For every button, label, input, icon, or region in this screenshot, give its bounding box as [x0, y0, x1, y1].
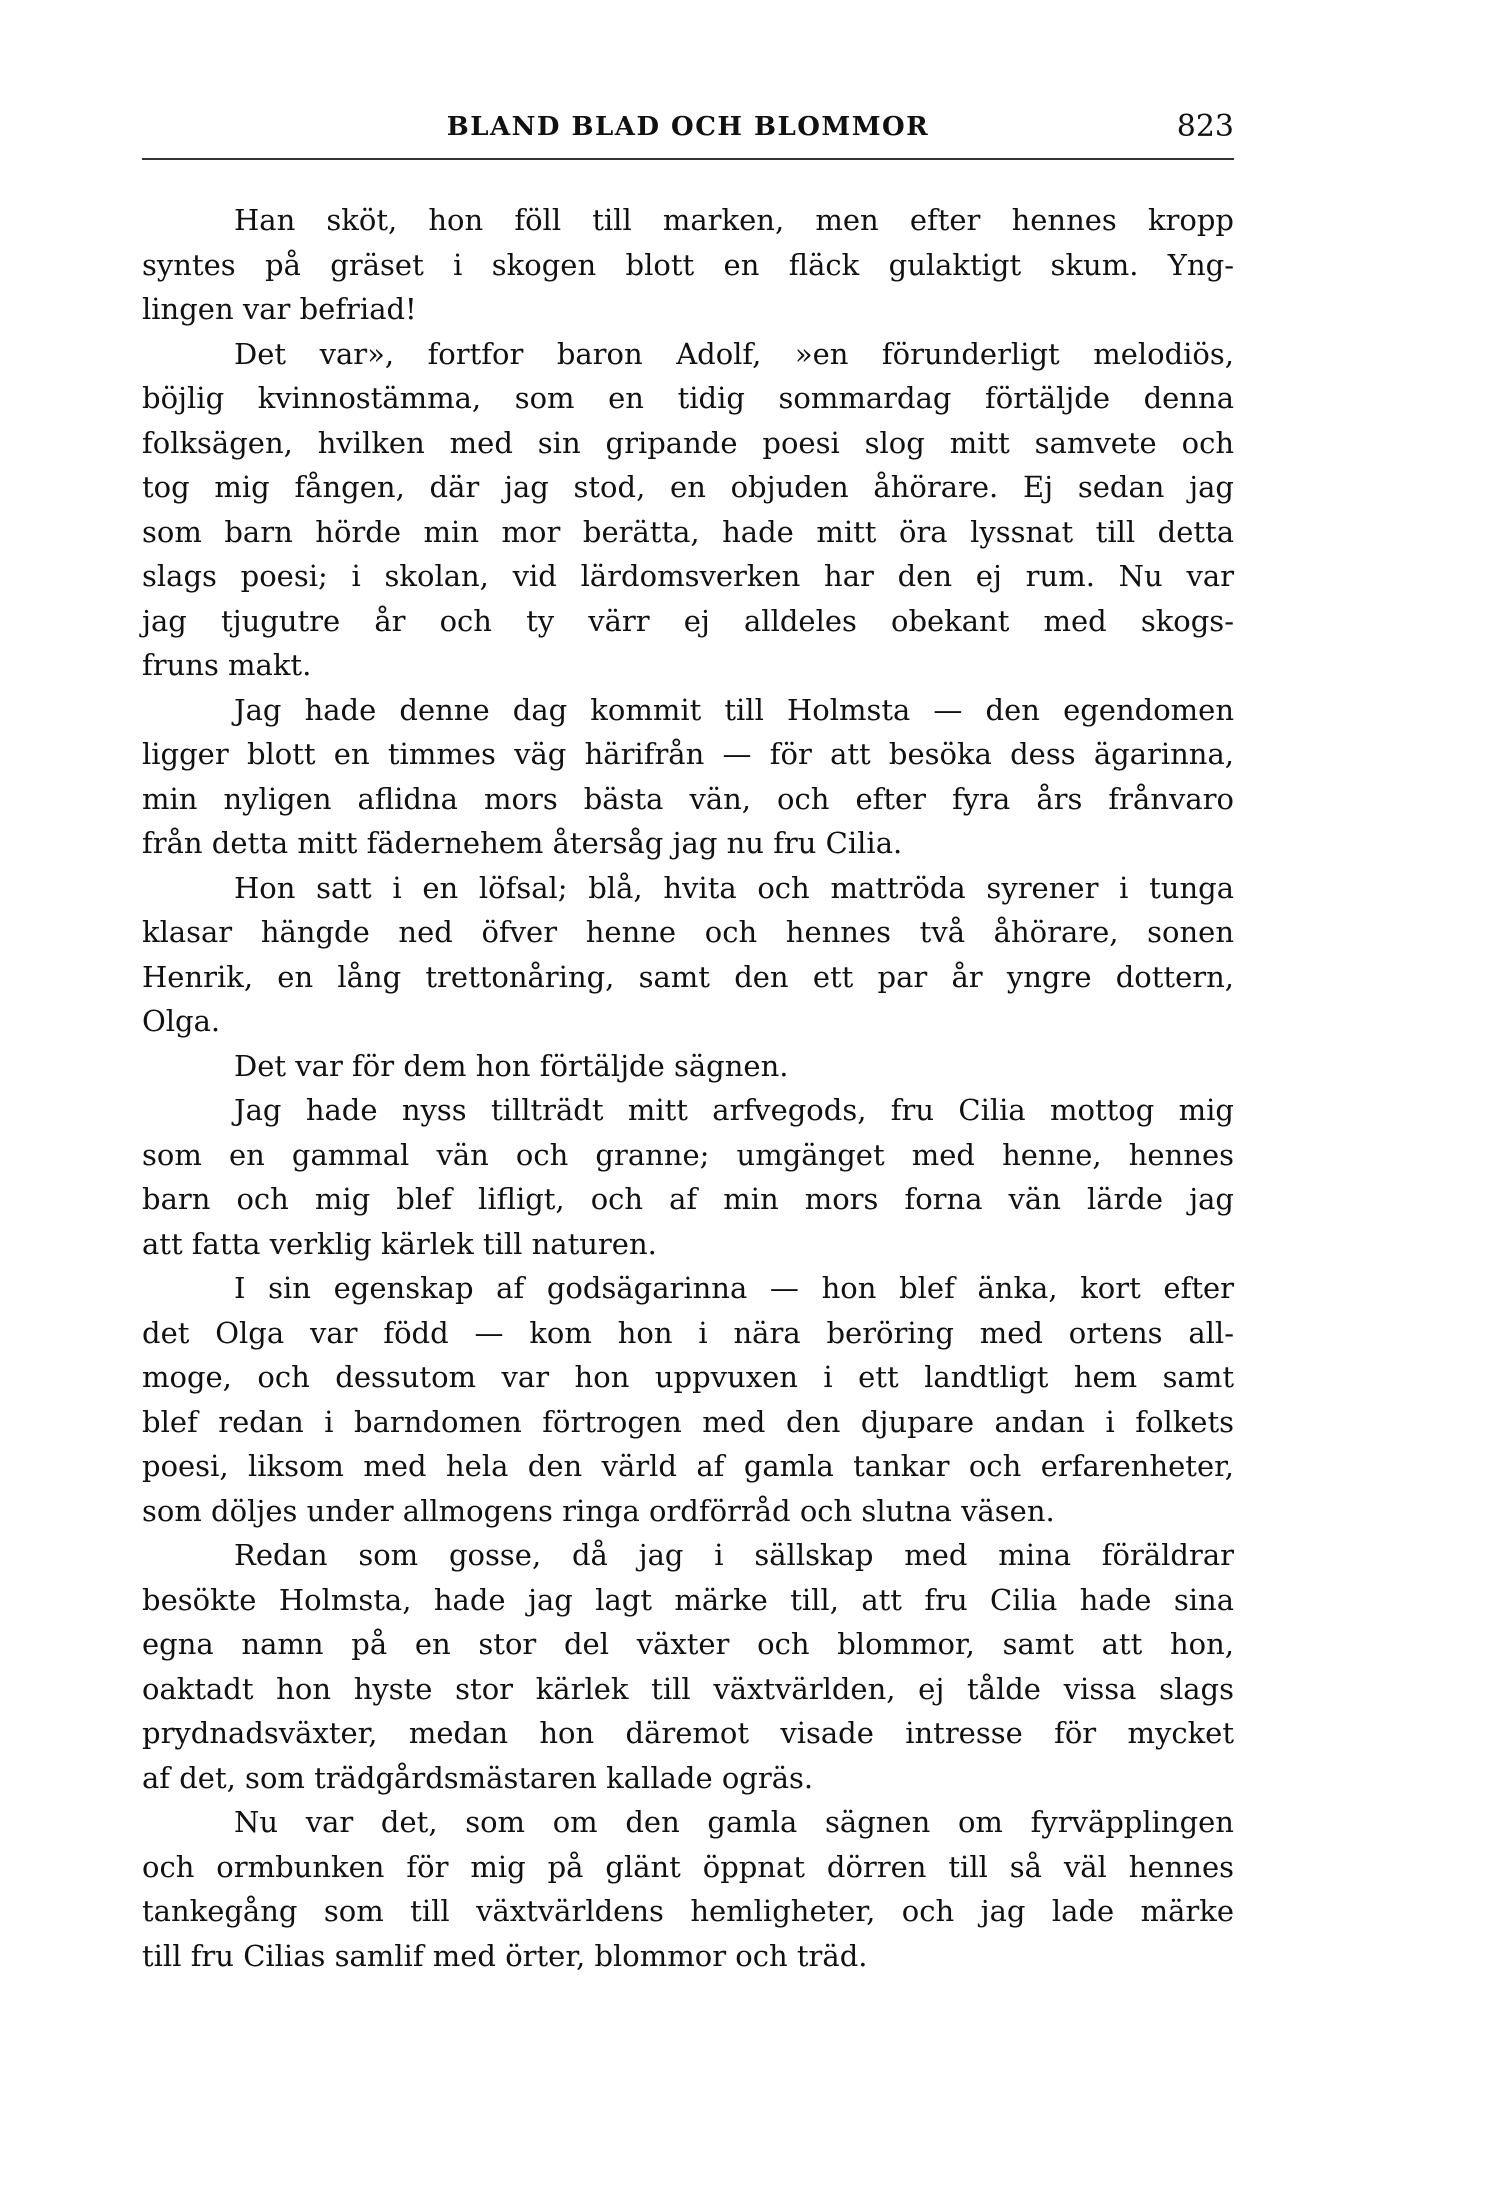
text-line: slags poesi; i skolan, vid lärdomsverken har den ej rum. Nu var: [142, 559, 1234, 593]
text-line: det Olga var född — kom hon i nära beröring med ortens all-: [142, 1315, 1234, 1350]
text-line: ligger blott en timmes väg härifrån — för att besöka dess ägarinna,: [142, 737, 1234, 771]
text-line: böjlig kvinnostämma, som en tidig sommardag förtäljde denna: [142, 381, 1234, 415]
text-line: Olga.: [142, 1004, 221, 1038]
text-line: som döljes under allmogens ringa ordförråd och slutna väsen.: [142, 1493, 1055, 1528]
text-line: Han sköt, hon föll till marken, men efter hennes kropp: [234, 203, 1234, 237]
text-line: poesi, liksom med hela den värld af gamla tankar och erfarenheter,: [142, 1449, 1234, 1483]
text-line: jag tjugutre år och ty värr ej alldeles obekant med skogs-: [142, 603, 1234, 638]
text-line: från detta mitt fädernehem återsåg jag nu fru Cilia.: [142, 826, 903, 860]
text-line: Redan som gosse, då jag i sällskap med mina föräldrar: [234, 1538, 1234, 1572]
text-line: att fatta verklig kärlek till naturen.: [142, 1226, 657, 1261]
text-line: barn och mig blef lifligt, och af min mors forna vän lärde jag: [142, 1182, 1234, 1216]
text-line: blef redan i barndomen förtrogen med den djupare andan i folkets: [142, 1404, 1234, 1439]
text-line: och ormbunken för mig på glänt öppnat dörren till så väl hennes: [142, 1849, 1234, 1884]
text-line: lingen var befriad!: [142, 292, 417, 326]
text-line: I sin egenskap af godsägarinna — hon blef änka, kort efter: [234, 1271, 1234, 1305]
page-number: 823: [1176, 109, 1234, 144]
text-line: som en gammal vän och granne; umgänget med henne, hennes: [142, 1137, 1234, 1172]
text-line: tankegång som till växtvärldens hemligheter, och jag lade märke: [142, 1894, 1234, 1928]
text-line: fruns makt.: [142, 648, 312, 682]
text-line: Hon satt i en löfsal; blå, hvita och mattröda syrener i tunga: [234, 870, 1234, 905]
text-line: af det, som trädgårdsmästaren kallade ogräs.: [142, 1760, 814, 1795]
text-line: egna namn på en stor del växter och blommor, samt att hon,: [142, 1627, 1234, 1661]
text-line: Det var», fortfor baron Adolf, »en förunderligt melodiös,: [234, 336, 1234, 371]
text-line: Henrik, en lång trettonåring, samt den ett par år yngre dottern,: [142, 959, 1234, 994]
text-line: tog mig fången, där jag stod, en objuden åhörare. Ej sedan jag: [142, 470, 1234, 504]
text-line: prydnadsväxter, medan hon däremot visade intresse för mycket: [142, 1716, 1234, 1750]
text-line: syntes på gräset i skogen blott en fläck gulaktigt skum. Yng-: [142, 247, 1234, 282]
text-line: som barn hörde min mor berätta, hade mitt öra lyssnat till detta: [142, 514, 1234, 549]
text-line: moge, och dessutom var hon uppvuxen i ett landtligt hem samt: [142, 1360, 1234, 1394]
text-line: till fru Cilias samlif med örter, blommor och träd.: [142, 1938, 868, 1973]
text-line: folksägen, hvilken med sin gripande poesi slog mitt samvete och: [142, 425, 1234, 460]
text-line: Jag hade nyss tillträdt mitt arfvegods, fru Cilia mottog mig: [234, 1093, 1234, 1127]
text-line: Jag hade denne dag kommit till Holmsta — den egendomen: [234, 692, 1234, 727]
page-header: [142, 104, 1234, 150]
text-line: besökte Holmsta, hade jag lagt märke till, att fru Cilia hade sina: [142, 1582, 1234, 1617]
text-line: min nyligen aflidna mors bästa vän, och efter fyra års frånvaro: [142, 781, 1234, 816]
text-line: Det var för dem hon förtäljde sägnen.: [234, 1048, 789, 1083]
text-line: oaktadt hon hyste stor kärlek till växtvärlden, ej tålde vissa slags: [142, 1671, 1234, 1706]
text-line: Nu var det, som om den gamla sägnen om fyrväpplingen: [234, 1805, 1234, 1839]
text-line: klasar hängde ned öfver henne och hennes två åhörare, sonen: [142, 915, 1234, 949]
header-rule: [142, 158, 1234, 160]
body-text: [142, 198, 1234, 1978]
running-title: BLAND BLAD OCH BLOMMOR: [446, 112, 930, 142]
